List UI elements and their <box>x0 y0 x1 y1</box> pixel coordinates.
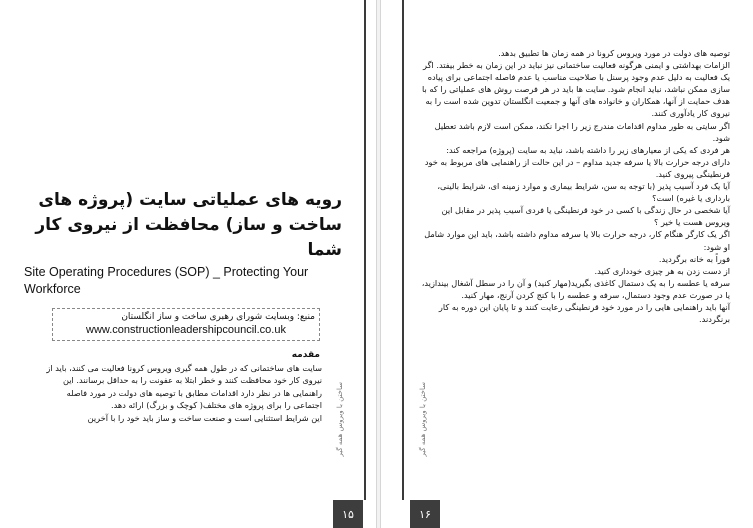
source-box <box>52 308 320 341</box>
body-paragraph: آیا یک فرد آسیب پذیر (با توجه به سن، شرایط بیماری و موارد زمینه ای، شرایط بالینی، بارداری یا غیره) است؟ <box>437 181 730 204</box>
english-subtitle: Site Operating Procedures (SOP) _ Protecting Your Workforce <box>24 265 309 296</box>
intro-paragraph: این شرایط استثنایی است و صنعت ساخت و ساز باید خود را با آخرین <box>87 412 322 423</box>
body-paragraph: آیا شخصی در حال زندگی با کسی در خود قرنطینگی یا فردی آسیب پذیر در مقابل این ویروس هست یا خیر ؟ <box>441 205 730 228</box>
left-page-number: ۱۵ <box>333 500 363 528</box>
left-margin-bar <box>364 0 366 500</box>
body-paragraph: الزامات بهداشتی و ایمنی هرگونه فعالیت ساختمانی نیز نباید در این زمان به خطر بیفتد. اگر یک فعالیت به دلیل عدم وجود پرسنل با صلاحیت مناسب یا عدم فاصله اجتماعی برای پیاده سازی ممکن نباشد، نباید انجام شود. سایت ها باید در هر فرصت روش های عملیاتی را که با هدف حمایت از آنها، همکاران و خانواده های آنها و جمعیت انگلستان تدوین شده است را به نیروی کار یادآوری کنند. <box>422 60 730 119</box>
right-body <box>418 47 730 325</box>
body-paragraph: توصیه های دولت در مورد ویروس کرونا در همه زمان ها تطبیق بدهد. <box>498 48 730 58</box>
left-running-title: ساختن با ویروس همه گیر <box>336 382 344 457</box>
right-page <box>381 0 753 528</box>
body-paragraph: اگر سایتی به طور مداوم اقدامات مندرج زیر را اجرا نکند، ممکن است لازم باشد تعطیل شود. <box>434 120 730 143</box>
body-paragraph: فوراً به خانه برگردید. <box>658 253 730 264</box>
intro-heading: مقدمه <box>291 350 320 360</box>
right-margin-bar <box>402 0 404 500</box>
document-title: رویه های عملیاتی سایت (پروژه های ساخت و ساز) محافظت از نیروی کار شما <box>35 190 342 260</box>
body-paragraph: آنها باید راهنمایی هایی را در مورد خود قرنطینگی رعایت کنند و تا پایان این دوره به کار برنگردند. <box>438 301 730 325</box>
intro-paragraph: سایت های ساختمانی که در طول همه گیری ویروس کرونا فعالیت می کنند، باید از نیروی کار خود محافظت کنند و خطر ابتلا به عفونت را به حداقل برسانند. این راهنمایی ها در نظر دارد اقدامات مطابق با توصیه های دولت در مورد فاصله اجتماعی را برای پروژه های مختلف( کوچک و بزرگ) ارائه دهد. <box>46 363 322 411</box>
right-running-title: ساختن با ویروس همه گیر <box>419 382 427 457</box>
intro-body <box>40 362 322 424</box>
body-paragraph: دارای درجه حرارت بالا یا سرفه جدید مداوم – در این حالت از راهنمایی های مربوط به خود قرنطینگی پیروی کنید. <box>424 156 730 179</box>
source-label: منبع: وبسایت شورای رهبری ساخت و ساز انگلستان <box>121 312 315 322</box>
body-paragraph: سرفه یا عطسه را به یک دستمال کاغذی بگیرید(مهار کنید) و آن را در سطل آشغال بیندازید، یا در صورت عدم وجود دستمال، سرفه و عطسه را با کنج کردن آرنج، مهار کنید. <box>421 277 730 300</box>
source-url: www.constructionleadershipcouncil.co.uk <box>86 324 286 336</box>
left-page <box>0 0 376 528</box>
right-page-number: ۱۶ <box>410 500 440 528</box>
body-paragraph: اگر یک کارگر هنگام کار، درجه حرارت بالا یا سرفه مداوم داشته باشد، باید این موارد شامل او شود: <box>424 229 730 252</box>
body-paragraph: هر فردی که یکی از معیارهای زیر را داشته باشد، نباید به سایت (پروژه) مراجعه کند: <box>446 144 730 155</box>
body-paragraph: از دست زدن به هر چیزی خودداری کنید. <box>594 265 730 276</box>
